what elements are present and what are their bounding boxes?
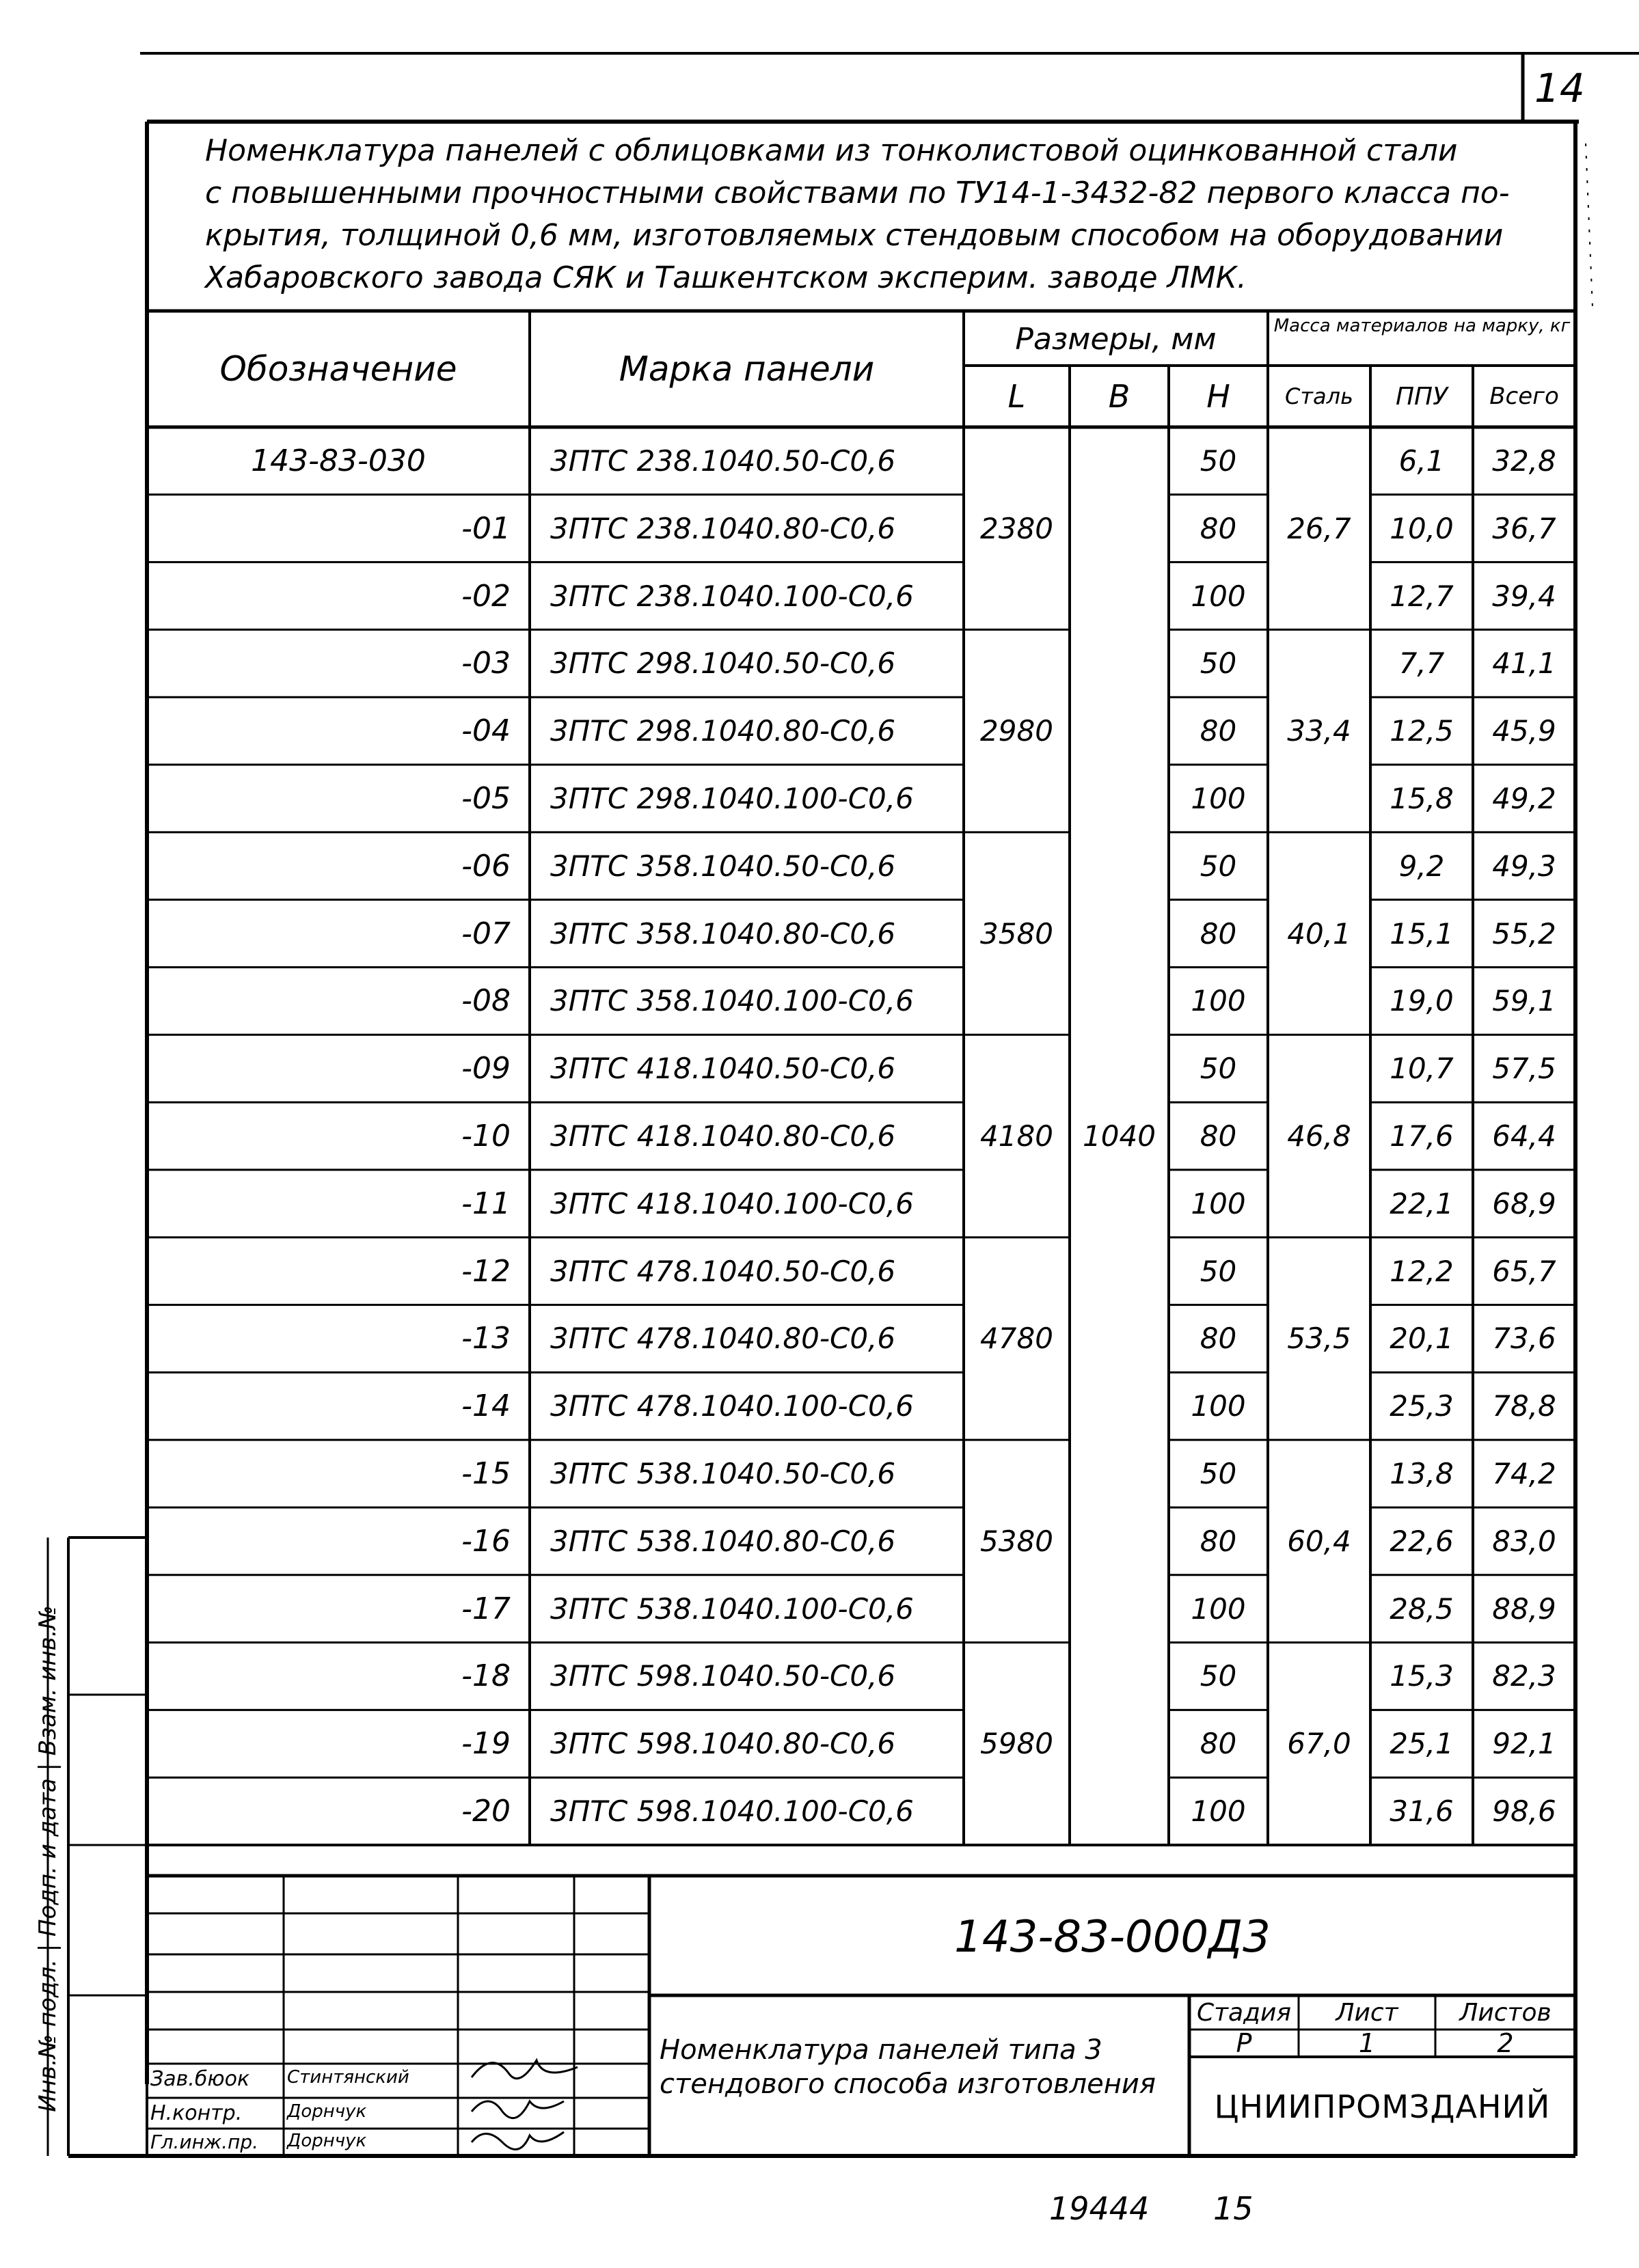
signer-name: Стинтянский bbox=[287, 2067, 409, 2088]
h-cell: 80 bbox=[1200, 1524, 1237, 1558]
mark-cell: 3ПТС 418.1040.80-С0,6 bbox=[550, 1119, 896, 1153]
designation-cell: -05 bbox=[461, 780, 511, 816]
total-cell: 55,2 bbox=[1492, 916, 1556, 951]
h-cell: 50 bbox=[1200, 1457, 1237, 1491]
header-H: H bbox=[1206, 378, 1230, 415]
designation-cell: 143-83-030 bbox=[251, 443, 426, 478]
total-cell: 68,9 bbox=[1492, 1186, 1556, 1220]
ppu-cell: 9,2 bbox=[1398, 849, 1445, 883]
mark-cell: 3ПТС 598.1040.50-С0,6 bbox=[550, 1659, 896, 1693]
total-cell: 88,9 bbox=[1492, 1591, 1556, 1626]
designation-cell: -06 bbox=[461, 848, 511, 884]
mark-cell: 3ПТС 598.1040.100-С0,6 bbox=[550, 1794, 914, 1829]
h-cell: 100 bbox=[1191, 1591, 1246, 1626]
h-cell: 100 bbox=[1191, 984, 1246, 1018]
mark-cell: 3ПТС 538.1040.50-С0,6 bbox=[550, 1457, 896, 1491]
mark-cell: 3ПТС 538.1040.80-С0,6 bbox=[550, 1524, 896, 1558]
ppu-cell: 15,3 bbox=[1390, 1659, 1454, 1693]
organization: ЦНИИПРОМЗДАНИЙ bbox=[1214, 2088, 1551, 2125]
designation-cell: -02 bbox=[461, 578, 511, 614]
steel-cell: 46,8 bbox=[1287, 1119, 1351, 1153]
h-cell: 100 bbox=[1191, 1389, 1246, 1423]
ppu-cell: 7,7 bbox=[1398, 646, 1445, 681]
mark-cell: 3ПТС 478.1040.80-С0,6 bbox=[550, 1322, 896, 1356]
designation-cell: -03 bbox=[461, 646, 511, 681]
l-cell: 4780 bbox=[980, 1322, 1053, 1356]
ppu-cell: 17,6 bbox=[1390, 1119, 1454, 1153]
h-cell: 80 bbox=[1200, 916, 1237, 951]
sheet-label: Лист bbox=[1336, 1998, 1398, 2027]
mark-cell: 3ПТС 298.1040.100-С0,6 bbox=[550, 781, 914, 815]
h-cell: 50 bbox=[1200, 646, 1237, 681]
mark-cell: 3ПТС 598.1040.80-С0,6 bbox=[550, 1727, 896, 1761]
footer-right-number: 15 bbox=[1213, 2190, 1254, 2227]
mark-cell: 3ПТС 358.1040.50-С0,6 bbox=[550, 849, 896, 883]
mark-cell: 3ПТС 238.1040.100-С0,6 bbox=[550, 579, 914, 613]
mark-cell: 3ПТС 298.1040.50-С0,6 bbox=[550, 646, 896, 681]
designation-cell: -19 bbox=[461, 1726, 511, 1762]
header-ppu: ППУ bbox=[1395, 382, 1448, 411]
h-cell: 80 bbox=[1200, 1119, 1237, 1153]
h-cell: 50 bbox=[1200, 1254, 1237, 1288]
ppu-cell: 25,3 bbox=[1390, 1389, 1454, 1423]
mark-cell: 3ПТС 478.1040.100-С0,6 bbox=[550, 1389, 914, 1423]
designation-cell: -14 bbox=[461, 1389, 511, 1424]
mark-cell: 3ПТС 358.1040.80-С0,6 bbox=[550, 916, 896, 951]
mark-cell: 3ПТС 238.1040.50-С0,6 bbox=[550, 443, 896, 478]
total-cell: 78,8 bbox=[1492, 1389, 1556, 1423]
ppu-cell: 13,8 bbox=[1390, 1457, 1454, 1491]
header-L: L bbox=[1007, 378, 1026, 415]
h-cell: 80 bbox=[1200, 714, 1237, 748]
signer-name: Дорнчук bbox=[287, 2101, 367, 2122]
designation-cell: -20 bbox=[461, 1794, 511, 1829]
ppu-cell: 22,6 bbox=[1390, 1524, 1454, 1558]
total-cell: 82,3 bbox=[1492, 1659, 1556, 1693]
ppu-cell: 12,7 bbox=[1390, 579, 1454, 613]
l-cell: 2380 bbox=[980, 511, 1053, 545]
steel-cell: 33,4 bbox=[1287, 714, 1351, 748]
h-cell: 50 bbox=[1200, 849, 1237, 883]
signer-role: Н.контр. bbox=[150, 2101, 243, 2125]
designation-cell: -07 bbox=[461, 916, 511, 951]
designation-cell: -01 bbox=[461, 510, 511, 546]
signer-role: Зав.бюок bbox=[150, 2067, 250, 2091]
sheets-value: 2 bbox=[1497, 2028, 1514, 2058]
sheets-label: Листов bbox=[1459, 1998, 1552, 2027]
designation-cell: -17 bbox=[461, 1591, 511, 1626]
ppu-cell: 12,5 bbox=[1390, 714, 1454, 748]
steel-cell: 26,7 bbox=[1287, 511, 1351, 545]
signer-role: Гл.инж.пр. bbox=[150, 2131, 259, 2153]
mark-cell: 3ПТС 358.1040.100-С0,6 bbox=[550, 984, 914, 1018]
total-cell: 65,7 bbox=[1492, 1254, 1556, 1288]
mark-cell: 3ПТС 298.1040.80-С0,6 bbox=[550, 714, 896, 748]
header-B: B bbox=[1108, 378, 1130, 415]
total-cell: 92,1 bbox=[1492, 1727, 1556, 1761]
designation-cell: -04 bbox=[461, 713, 511, 749]
header-steel: Сталь bbox=[1285, 383, 1353, 409]
designation-cell: -10 bbox=[461, 1118, 511, 1153]
stage-value: Р bbox=[1236, 2028, 1252, 2058]
h-cell: 100 bbox=[1191, 1186, 1246, 1220]
designation-cell: -12 bbox=[461, 1253, 511, 1289]
header-designation: Обозначение bbox=[219, 349, 457, 389]
description-line: с повышенными прочностными свойствами по ТУ14-1-3432-82 первого класса по- bbox=[205, 176, 1510, 210]
ppu-cell: 20,1 bbox=[1390, 1322, 1454, 1356]
mark-cell: 3ПТС 238.1040.80-С0,6 bbox=[550, 511, 896, 545]
header-mass: Масса материалов на марку, кг bbox=[1273, 316, 1571, 336]
h-cell: 80 bbox=[1200, 511, 1237, 545]
description-line: Номенклатура панелей с облицовками из тонколистовой оцинкованной стали bbox=[205, 133, 1458, 168]
mark-cell: 3ПТС 478.1040.50-С0,6 bbox=[550, 1254, 896, 1288]
header-mark: Марка панели bbox=[619, 349, 875, 389]
total-cell: 36,7 bbox=[1492, 511, 1556, 545]
h-cell: 50 bbox=[1200, 1052, 1237, 1086]
header-sizes: Размеры, мм bbox=[1015, 321, 1217, 357]
mark-cell: 3ПТС 418.1040.50-С0,6 bbox=[550, 1052, 896, 1086]
h-cell: 100 bbox=[1191, 579, 1246, 613]
document-code: 143-83-000Д3 bbox=[954, 1912, 1271, 1963]
sheet-value: 1 bbox=[1358, 2028, 1376, 2058]
ppu-cell: 31,6 bbox=[1390, 1794, 1454, 1829]
h-cell: 50 bbox=[1200, 1659, 1237, 1693]
total-cell: 73,6 bbox=[1492, 1322, 1556, 1356]
total-cell: 74,2 bbox=[1492, 1457, 1556, 1491]
total-cell: 41,1 bbox=[1492, 646, 1556, 681]
h-cell: 80 bbox=[1200, 1322, 1237, 1356]
ppu-cell: 25,1 bbox=[1390, 1727, 1454, 1761]
b-cell: 1040 bbox=[1083, 1119, 1156, 1153]
l-cell: 5980 bbox=[980, 1727, 1053, 1761]
h-cell: 100 bbox=[1191, 781, 1246, 815]
mark-cell: 3ПТС 538.1040.100-С0,6 bbox=[550, 1591, 914, 1626]
total-cell: 39,4 bbox=[1492, 579, 1556, 613]
total-cell: 57,5 bbox=[1492, 1052, 1556, 1086]
ppu-cell: 28,5 bbox=[1390, 1591, 1454, 1626]
total-cell: 32,8 bbox=[1492, 443, 1556, 478]
description-line: крытия, толщиной 0,6 мм, изготовляемых стендовым способом на оборудовании bbox=[205, 218, 1504, 253]
designation-cell: -09 bbox=[461, 1051, 511, 1087]
document-title-line: Номенклатура панелей типа 3 bbox=[660, 2034, 1102, 2066]
steel-cell: 40,1 bbox=[1287, 916, 1351, 951]
h-cell: 80 bbox=[1200, 1727, 1237, 1761]
designation-cell: -13 bbox=[461, 1321, 511, 1356]
h-cell: 50 bbox=[1200, 443, 1237, 478]
steel-cell: 60,4 bbox=[1287, 1524, 1351, 1558]
l-cell: 3580 bbox=[980, 916, 1053, 951]
designation-cell: -11 bbox=[461, 1186, 511, 1221]
description-line: Хабаровского завода СЯК и Ташкентском эксперим. заводе ЛМК. bbox=[205, 260, 1247, 295]
designation-cell: -08 bbox=[461, 983, 511, 1019]
l-cell: 4180 bbox=[980, 1119, 1053, 1153]
ppu-cell: 10,7 bbox=[1390, 1052, 1454, 1086]
sheet-number: 14 bbox=[1534, 65, 1585, 111]
total-cell: 45,9 bbox=[1492, 714, 1556, 748]
total-cell: 64,4 bbox=[1492, 1119, 1556, 1153]
stage-label: Стадия bbox=[1196, 1998, 1292, 2027]
l-cell: 5380 bbox=[980, 1524, 1053, 1558]
side-stamp-labels: Инв.№ подл. | Подп. и дата | Взам. инв.№ bbox=[34, 1605, 62, 2112]
steel-cell: 53,5 bbox=[1287, 1322, 1351, 1356]
designation-cell: -15 bbox=[461, 1456, 511, 1492]
steel-cell: 67,0 bbox=[1287, 1727, 1351, 1761]
total-cell: 59,1 bbox=[1492, 984, 1556, 1018]
header-total: Всего bbox=[1489, 383, 1559, 410]
designation-cell: -18 bbox=[461, 1658, 511, 1694]
ppu-cell: 15,8 bbox=[1390, 781, 1454, 815]
document-title-line: стендового способа изготовления bbox=[660, 2068, 1156, 2100]
mark-cell: 3ПТС 418.1040.100-С0,6 bbox=[550, 1186, 914, 1220]
ppu-cell: 15,1 bbox=[1390, 916, 1454, 951]
ppu-cell: 19,0 bbox=[1390, 984, 1454, 1018]
total-cell: 83,0 bbox=[1492, 1524, 1556, 1558]
signer-name: Дорнчук bbox=[287, 2131, 367, 2151]
designation-cell: -16 bbox=[461, 1523, 511, 1559]
ppu-cell: 10,0 bbox=[1390, 511, 1454, 545]
h-cell: 100 bbox=[1191, 1794, 1246, 1829]
total-cell: 49,2 bbox=[1492, 781, 1556, 815]
footer-left-number: 19444 bbox=[1049, 2190, 1150, 2227]
ppu-cell: 12,2 bbox=[1390, 1254, 1454, 1288]
ppu-cell: 22,1 bbox=[1390, 1186, 1454, 1220]
total-cell: 98,6 bbox=[1492, 1794, 1556, 1829]
ppu-cell: 6,1 bbox=[1398, 443, 1445, 478]
l-cell: 2980 bbox=[980, 714, 1053, 748]
total-cell: 49,3 bbox=[1492, 849, 1556, 883]
